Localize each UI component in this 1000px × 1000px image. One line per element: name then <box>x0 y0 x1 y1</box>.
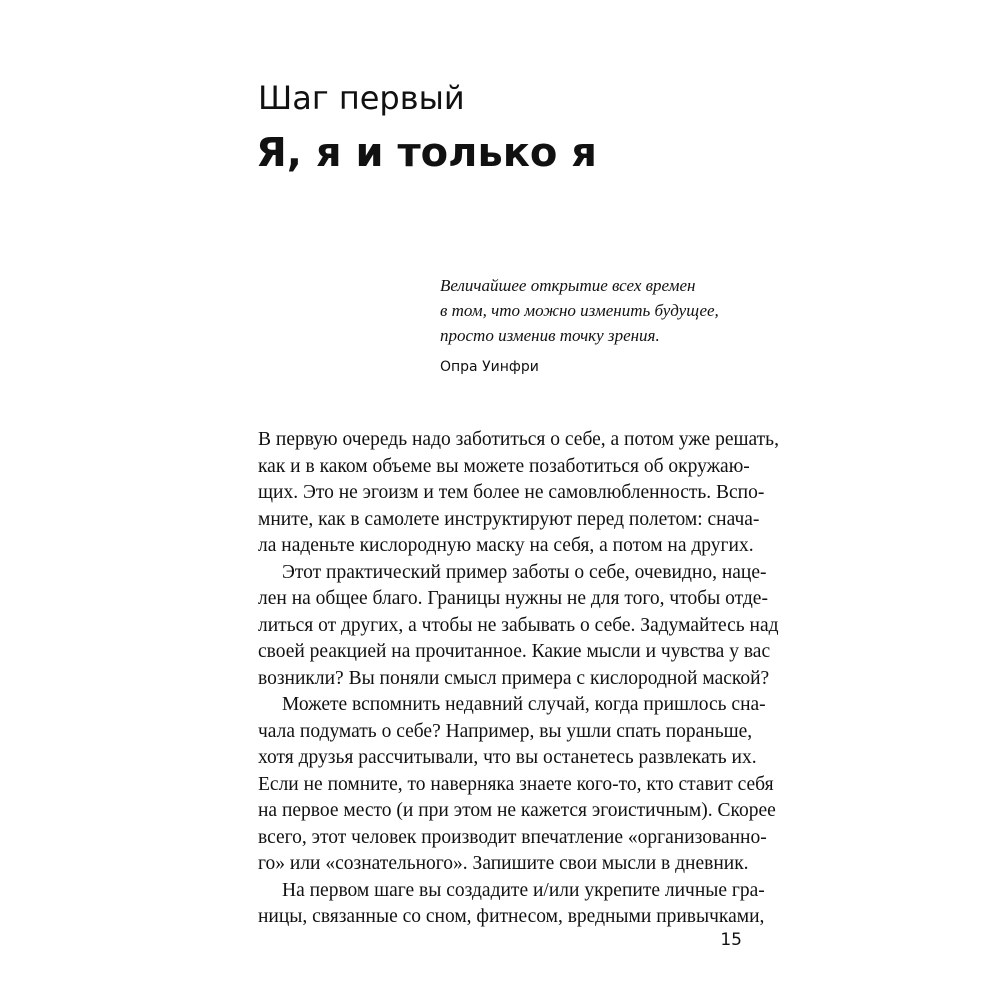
text-line: щих. Это не эгоизм и тем более не самовлюбленность. Вспо- <box>258 482 765 503</box>
text-line: ницы, связанные со сном, фитнесом, вредными привычками, <box>258 906 765 927</box>
text-line: литься от других, а чтобы не забывать о себе. Задумайтесь над <box>258 614 779 636</box>
text-line: всего, этот человек производит впечатление «организованно- <box>258 826 767 848</box>
epigraph <box>440 273 740 377</box>
page-number: 15 <box>720 930 742 950</box>
text-line: го» или «сознательного». Запишите свои мысли в дневник. <box>258 853 749 874</box>
epigraph-line: в том, что можно изменить будущее, <box>440 301 719 320</box>
chapter-label: Шаг первый <box>258 79 465 117</box>
epigraph-author: Опра Уинфри <box>440 359 539 375</box>
chapter-title: Я, я и только я <box>256 130 597 176</box>
text-line: своей реакцией на прочитанное. Какие мысли и чувства у вас <box>258 641 771 662</box>
text-line: Если не помните, то наверняка знаете кого-то, кто ставит себя <box>258 773 774 795</box>
epigraph-line: просто изменив точку зрения. <box>440 326 660 345</box>
text-line: Этот практический пример заботы о себе, очевидно, наце- <box>282 561 767 583</box>
text-line: ла наденьте кислородную маску на себя, а потом на других. <box>258 535 754 556</box>
text-line: на первое место (и при этом не кажется эгоистичным). Скорее <box>258 800 776 821</box>
epigraph-line: Величайшее открытие всех времен <box>440 276 696 295</box>
text-line: хотя друзья рассчитывали, что вы останетесь развлекать их. <box>258 747 757 768</box>
text-line: как и в каком объеме вы можете позаботиться об окружаю- <box>258 455 750 477</box>
text-line: чала подумать о себе? Например, вы ушли спать пораньше, <box>258 720 753 742</box>
text-line: лен на общее благо. Границы нужны не для того, чтобы отде- <box>258 588 768 609</box>
text-line: Можете вспомнить недавний случай, когда пришлось сна- <box>282 694 766 715</box>
text-line: мните, как в самолете инструктируют перед полетом: снача- <box>258 508 760 530</box>
text-line: возникли? Вы поняли смысл примера с кислородной маской? <box>258 667 770 689</box>
text-line: В первую очередь надо заботиться о себе, а потом уже решать, <box>258 429 779 450</box>
body-text <box>258 427 779 931</box>
text-line: На первом шаге вы создадите и/или укрепите личные гра- <box>282 879 765 901</box>
